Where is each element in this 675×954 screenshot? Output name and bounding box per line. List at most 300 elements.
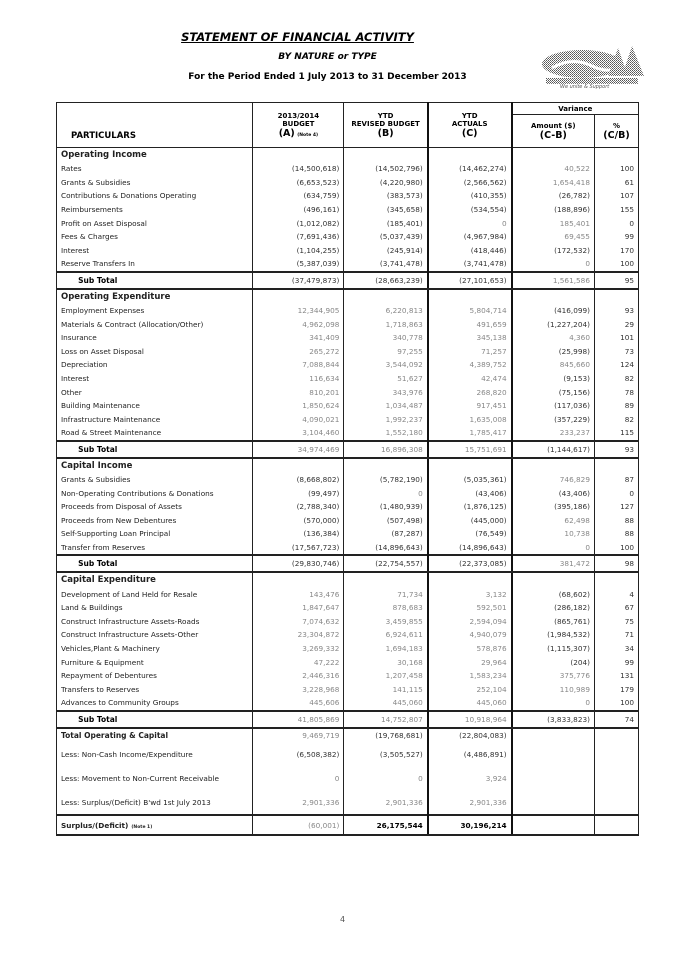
- cell-var: (172,532): [512, 244, 595, 258]
- cell-var: 0: [512, 541, 595, 556]
- empty-cell: [594, 790, 638, 815]
- cell-pct: 179: [594, 682, 638, 696]
- row-label: Reserve Transfers In: [57, 257, 253, 272]
- table-row: [57, 426, 639, 441]
- cell-c: 5,804,714: [428, 304, 512, 318]
- section-title: Capital Income: [57, 458, 253, 473]
- empty-cell: [594, 742, 638, 766]
- cell-c: (1,876,125): [428, 500, 512, 514]
- row-label: Interest: [57, 372, 253, 386]
- cell-a: 3,228,968: [253, 682, 344, 696]
- cell-b: 1,694,183: [344, 642, 428, 656]
- cell-pct: 89: [594, 399, 638, 413]
- cell-b: 51,627: [344, 372, 428, 386]
- table-row: [57, 385, 639, 399]
- cell-c: (22,804,083): [428, 728, 512, 743]
- table-row: [57, 513, 639, 527]
- cell-b: 340,778: [344, 331, 428, 345]
- cell-a: (570,000): [253, 513, 344, 527]
- revised-ytd: YTD: [377, 111, 394, 120]
- row-label: Fees & Charges: [57, 230, 253, 244]
- table-row: [57, 696, 639, 711]
- empty-cell: [512, 148, 595, 163]
- cell-b: 2,901,336: [344, 790, 428, 815]
- subtotal-label: Sub Total: [57, 555, 253, 572]
- row-label: Other: [57, 385, 253, 399]
- empty-cell: [253, 572, 344, 587]
- surplus-label: [57, 815, 253, 835]
- cell-a: (8,668,802): [253, 473, 344, 487]
- table-row: [57, 669, 639, 683]
- table-row: [57, 304, 639, 318]
- row-label: Transfer from Reserves: [57, 541, 253, 556]
- cell-pct: 74: [594, 711, 638, 728]
- cell-var: (416,099): [512, 304, 595, 318]
- empty-cell: [428, 148, 512, 163]
- cell-a: 23,304,872: [253, 628, 344, 642]
- amount-code: (C-B): [539, 129, 567, 141]
- table-row: [57, 642, 639, 656]
- cell-c: (76,549): [428, 527, 512, 541]
- actuals-code: (C): [461, 127, 478, 139]
- cell-a: 47,222: [253, 655, 344, 669]
- cell-b: (1,480,939): [344, 500, 428, 514]
- cell-b: 343,976: [344, 385, 428, 399]
- cell-c: 3,924: [428, 766, 512, 790]
- table-row: [57, 345, 639, 359]
- cell-a: (6,653,523): [253, 176, 344, 190]
- cell-b: 1,552,180: [344, 426, 428, 441]
- cell-var: (1,115,307): [512, 642, 595, 656]
- cell-a: (496,161): [253, 203, 344, 217]
- cell-pct: 88: [594, 527, 638, 541]
- cell-c: (4,967,984): [428, 230, 512, 244]
- financial-activity-table: [56, 102, 639, 836]
- amount-label: Amount ($): [531, 121, 576, 130]
- table-row: [57, 655, 639, 669]
- empty-cell: [512, 790, 595, 815]
- budget-year: 2013/2014: [277, 111, 320, 120]
- cell-b: 71,734: [344, 587, 428, 601]
- cell-b: 141,115: [344, 682, 428, 696]
- cell-a: 34,974,469: [253, 441, 344, 458]
- cell-b: 3,544,092: [344, 358, 428, 372]
- cell-a: 9,469,719: [253, 728, 344, 743]
- cell-b: (4,220,980): [344, 176, 428, 190]
- cell-var: (68,602): [512, 587, 595, 601]
- cell-b: (185,401): [344, 216, 428, 230]
- cell-a: 143,476: [253, 587, 344, 601]
- cell-a: 0: [253, 766, 344, 790]
- actuals-ytd: YTD: [461, 111, 478, 120]
- cell-var: 185,401: [512, 216, 595, 230]
- cell-pct: 127: [594, 500, 638, 514]
- subtotal-label: Sub Total: [57, 441, 253, 458]
- cell-c: 4,389,752: [428, 358, 512, 372]
- cell-c: (14,462,274): [428, 162, 512, 176]
- cell-a: (1,104,255): [253, 244, 344, 258]
- cell-a: (7,691,436): [253, 230, 344, 244]
- table-row: [57, 372, 639, 386]
- table-row: [57, 614, 639, 628]
- empty-cell: [594, 148, 638, 163]
- table-row: [57, 244, 639, 258]
- pct-label: %: [612, 121, 620, 130]
- cell-a: 116,634: [253, 372, 344, 386]
- cell-c: 3,132: [428, 587, 512, 601]
- empty-cell: [594, 766, 638, 790]
- cell-pct: 0: [594, 486, 638, 500]
- row-label: Grants & Subsidies: [57, 176, 253, 190]
- cell-pct: 155: [594, 203, 638, 217]
- cell-c: 491,659: [428, 317, 512, 331]
- cell-var: 746,829: [512, 473, 595, 487]
- cell-a: (5,387,039): [253, 257, 344, 272]
- table-row: [57, 358, 639, 372]
- cell-c: 2,901,336: [428, 790, 512, 815]
- col-variance: Variance: [512, 103, 639, 115]
- cell-var: (25,998): [512, 345, 595, 359]
- section-title: Operating Expenditure: [57, 289, 253, 304]
- table-row: [57, 682, 639, 696]
- cell-var: 1,654,418: [512, 176, 595, 190]
- empty-cell: [344, 289, 428, 304]
- table-row: [57, 189, 639, 203]
- cell-c: (445,000): [428, 513, 512, 527]
- cell-var: (1,984,532): [512, 628, 595, 642]
- cell-c: (534,554): [428, 203, 512, 217]
- cell-b: (87,287): [344, 527, 428, 541]
- cell-b: 1,034,487: [344, 399, 428, 413]
- cell-a: 7,088,844: [253, 358, 344, 372]
- budget-note: (Note 4): [297, 132, 319, 138]
- cell-pct: 87: [594, 473, 638, 487]
- col-actuals: [428, 103, 512, 148]
- section-header: [57, 458, 639, 473]
- cell-c: (418,446): [428, 244, 512, 258]
- section-header: [57, 572, 639, 587]
- row-label: Construct Infrastructure Assets-Other: [57, 628, 253, 642]
- cell-a: (1,012,082): [253, 216, 344, 230]
- cell-a: 445,606: [253, 696, 344, 711]
- actuals-label: ACTUALS: [451, 119, 488, 128]
- cell-c: 445,060: [428, 696, 512, 711]
- cell-c: 2,594,094: [428, 614, 512, 628]
- cell-b: (245,914): [344, 244, 428, 258]
- cell-c: 42,474: [428, 372, 512, 386]
- table-row: [57, 473, 639, 487]
- statement-subtitle: BY NATURE or TYPE: [278, 52, 377, 62]
- empty-cell: [253, 148, 344, 163]
- table-row: [57, 486, 639, 500]
- cell-pct: 100: [594, 162, 638, 176]
- cell-pct: 67: [594, 601, 638, 615]
- table-row: [57, 541, 639, 556]
- table-row: [57, 230, 639, 244]
- empty-cell: [594, 728, 638, 743]
- section-header: [57, 148, 639, 163]
- table-row: [57, 257, 639, 272]
- cell-a: 12,344,905: [253, 304, 344, 318]
- cell-c: 592,501: [428, 601, 512, 615]
- cell-c: (5,035,361): [428, 473, 512, 487]
- cell-pct: 34: [594, 642, 638, 656]
- empty-cell: [428, 458, 512, 473]
- cell-var: 4,360: [512, 331, 595, 345]
- row-label: Loss on Asset Disposal: [57, 345, 253, 359]
- cell-pct: 95: [594, 272, 638, 289]
- cell-a: (37,479,873): [253, 272, 344, 289]
- cell-b: 878,683: [344, 601, 428, 615]
- row-label: Construct Infrastructure Assets-Roads: [57, 614, 253, 628]
- cell-var: (117,036): [512, 399, 595, 413]
- cell-a: 3,269,332: [253, 642, 344, 656]
- cell-var: 69,455: [512, 230, 595, 244]
- pct-code: (C/B): [603, 129, 630, 141]
- cell-pct: 82: [594, 413, 638, 427]
- cell-pct: 93: [594, 441, 638, 458]
- cell-b: 3,459,855: [344, 614, 428, 628]
- cell-pct: 100: [594, 696, 638, 711]
- cell-var: (204): [512, 655, 595, 669]
- cell-a: 2,901,336: [253, 790, 344, 815]
- cell-b: (19,768,681): [344, 728, 428, 743]
- col-particulars: PARTICULARS: [57, 103, 253, 148]
- empty-cell: [253, 458, 344, 473]
- empty-cell: [512, 728, 595, 743]
- cell-var: 0: [512, 696, 595, 711]
- surplus-row: [57, 815, 639, 835]
- section-header: [57, 289, 639, 304]
- cell-pct: 100: [594, 257, 638, 272]
- cell-a: 265,272: [253, 345, 344, 359]
- cell-b: 26,175,544: [344, 815, 428, 835]
- cell-var: (865,761): [512, 614, 595, 628]
- cell-c: (22,373,085): [428, 555, 512, 572]
- cell-c: 15,751,691: [428, 441, 512, 458]
- total-row-bwd: [57, 790, 639, 815]
- cell-b: (14,896,643): [344, 541, 428, 556]
- empty-cell: [428, 289, 512, 304]
- empty-cell: [428, 572, 512, 587]
- row-label: Self-Supporting Loan Principal: [57, 527, 253, 541]
- cell-var: (1,227,204): [512, 317, 595, 331]
- surplus-note: (Note 1): [131, 824, 153, 830]
- empty-cell: [512, 815, 595, 835]
- cell-a: (136,384): [253, 527, 344, 541]
- page-number: 4: [339, 915, 346, 924]
- table-row: [57, 176, 639, 190]
- subtotal-row: [57, 711, 639, 728]
- empty-cell: [344, 458, 428, 473]
- cell-b: (14,502,796): [344, 162, 428, 176]
- row-label: Furniture & Equipment: [57, 655, 253, 669]
- cell-b: 1,207,458: [344, 669, 428, 683]
- col-budget: [253, 103, 344, 148]
- row-label: Vehicles,Plant & Machinery: [57, 642, 253, 656]
- table-row: [57, 601, 639, 615]
- cell-b: 1,992,237: [344, 413, 428, 427]
- row-label: Profit on Asset Disposal: [57, 216, 253, 230]
- cell-var: 110,989: [512, 682, 595, 696]
- cell-pct: 99: [594, 230, 638, 244]
- row-label: Building Maintenance: [57, 399, 253, 413]
- total-row-receivable: [57, 766, 639, 790]
- subtotal-row: [57, 272, 639, 289]
- col-amount: [512, 115, 595, 148]
- cell-a: (2,788,340): [253, 500, 344, 514]
- empty-cell: [253, 289, 344, 304]
- cell-var: (1,144,617): [512, 441, 595, 458]
- cell-c: 1,583,234: [428, 669, 512, 683]
- cell-a: 4,962,098: [253, 317, 344, 331]
- cell-c: (3,741,478): [428, 257, 512, 272]
- cell-a: 7,074,632: [253, 614, 344, 628]
- cell-var: (43,406): [512, 486, 595, 500]
- cell-b: 97,255: [344, 345, 428, 359]
- row-label: Advances to Community Groups: [57, 696, 253, 711]
- row-label: Infrastructure Maintenance: [57, 413, 253, 427]
- row-label: Employment Expenses: [57, 304, 253, 318]
- empty-cell: [512, 766, 595, 790]
- cell-a: (634,759): [253, 189, 344, 203]
- cell-var: (26,782): [512, 189, 595, 203]
- cell-a: (17,567,723): [253, 541, 344, 556]
- row-label: Depreciation: [57, 358, 253, 372]
- cell-c: 10,918,964: [428, 711, 512, 728]
- cell-a: 41,805,869: [253, 711, 344, 728]
- budget-code: (A): [278, 127, 295, 139]
- cell-c: 268,820: [428, 385, 512, 399]
- cell-pct: 98: [594, 555, 638, 572]
- cell-a: 4,090,021: [253, 413, 344, 427]
- cell-a: (29,830,746): [253, 555, 344, 572]
- cell-var: 40,522: [512, 162, 595, 176]
- cell-a: 1,850,624: [253, 399, 344, 413]
- cell-b: 6,924,611: [344, 628, 428, 642]
- total-row-total-op-cap: [57, 728, 639, 743]
- cell-var: (395,186): [512, 500, 595, 514]
- table-row: [57, 203, 639, 217]
- cell-var: 1,561,586: [512, 272, 595, 289]
- cell-var: (75,156): [512, 385, 595, 399]
- row-label: Materials & Contract (Allocation/Other): [57, 317, 253, 331]
- cell-pct: 0: [594, 216, 638, 230]
- cell-var: (188,896): [512, 203, 595, 217]
- subtotal-row: [57, 441, 639, 458]
- cell-pct: 88: [594, 513, 638, 527]
- subtotal-row: [57, 555, 639, 572]
- cell-b: (3,505,527): [344, 742, 428, 766]
- cell-c: 578,876: [428, 642, 512, 656]
- section-title: Capital Expenditure: [57, 572, 253, 587]
- cell-var: 845,660: [512, 358, 595, 372]
- cell-pct: 82: [594, 372, 638, 386]
- cell-b: (3,741,478): [344, 257, 428, 272]
- row-label: Land & Buildings: [57, 601, 253, 615]
- cell-b: 6,220,813: [344, 304, 428, 318]
- empty-cell: [594, 815, 638, 835]
- cell-c: (43,406): [428, 486, 512, 500]
- cell-c: (4,486,891): [428, 742, 512, 766]
- cell-a: (99,497): [253, 486, 344, 500]
- total-label: Less: Movement to Non-Current Receivable: [57, 766, 253, 790]
- cell-a: (14,500,618): [253, 162, 344, 176]
- cell-c: (2,566,562): [428, 176, 512, 190]
- cell-var: 0: [512, 257, 595, 272]
- cell-a: 341,409: [253, 331, 344, 345]
- surplus-label-text: Surplus/(Deficit): [61, 820, 129, 830]
- cell-a: 2,446,316: [253, 669, 344, 683]
- cell-b: (5,037,439): [344, 230, 428, 244]
- cell-c: 29,964: [428, 655, 512, 669]
- cell-c: 917,451: [428, 399, 512, 413]
- row-label: Rates: [57, 162, 253, 176]
- row-label: Interest: [57, 244, 253, 258]
- cell-pct: 100: [594, 541, 638, 556]
- row-label: Insurance: [57, 331, 253, 345]
- table-row: [57, 628, 639, 642]
- empty-cell: [512, 458, 595, 473]
- cell-pct: 124: [594, 358, 638, 372]
- cell-c: (27,101,653): [428, 272, 512, 289]
- cell-var: 10,738: [512, 527, 595, 541]
- cell-c: 1,635,008: [428, 413, 512, 427]
- total-row-non-cash: [57, 742, 639, 766]
- budget-label: BUDGET: [282, 119, 315, 128]
- cell-pct: 61: [594, 176, 638, 190]
- statement-title: STATEMENT OF FINANCIAL ACTIVITY: [181, 30, 414, 44]
- cell-pct: 93: [594, 304, 638, 318]
- cell-c: (14,896,643): [428, 541, 512, 556]
- revised-code: (B): [377, 127, 394, 139]
- row-label: Grants & Subsidies: [57, 473, 253, 487]
- cell-c: 30,196,214: [428, 815, 512, 835]
- cell-pct: 78: [594, 385, 638, 399]
- cell-b: (383,573): [344, 189, 428, 203]
- cell-pct: 29: [594, 317, 638, 331]
- empty-cell: [512, 742, 595, 766]
- statement-period: For the Period Ended 1 July 2013 to 31 December 2013: [188, 72, 467, 82]
- section-title: Operating Income: [57, 148, 253, 163]
- cell-var: (357,229): [512, 413, 595, 427]
- cell-a: 3,104,460: [253, 426, 344, 441]
- cell-c: 252,104: [428, 682, 512, 696]
- cell-pct: 73: [594, 345, 638, 359]
- subtotal-label: Sub Total: [57, 711, 253, 728]
- table-body: [57, 148, 639, 836]
- table-row: [57, 331, 639, 345]
- cell-var: (286,182): [512, 601, 595, 615]
- cell-pct: 71: [594, 628, 638, 642]
- table-row: [57, 317, 639, 331]
- revised-label: REVISED BUDGET: [351, 119, 420, 128]
- cell-c: 0: [428, 216, 512, 230]
- cell-b: (507,498): [344, 513, 428, 527]
- subtotal-label: Sub Total: [57, 272, 253, 289]
- empty-cell: [594, 289, 638, 304]
- row-label: Transfers to Reserves: [57, 682, 253, 696]
- cell-var: 233,237: [512, 426, 595, 441]
- table-row: [57, 413, 639, 427]
- empty-cell: [512, 289, 595, 304]
- cell-a: (6,508,382): [253, 742, 344, 766]
- row-label: Development of Land Held for Resale: [57, 587, 253, 601]
- row-label: Non-Operating Contributions & Donations: [57, 486, 253, 500]
- cell-pct: 99: [594, 655, 638, 669]
- empty-cell: [594, 458, 638, 473]
- cell-pct: 101: [594, 331, 638, 345]
